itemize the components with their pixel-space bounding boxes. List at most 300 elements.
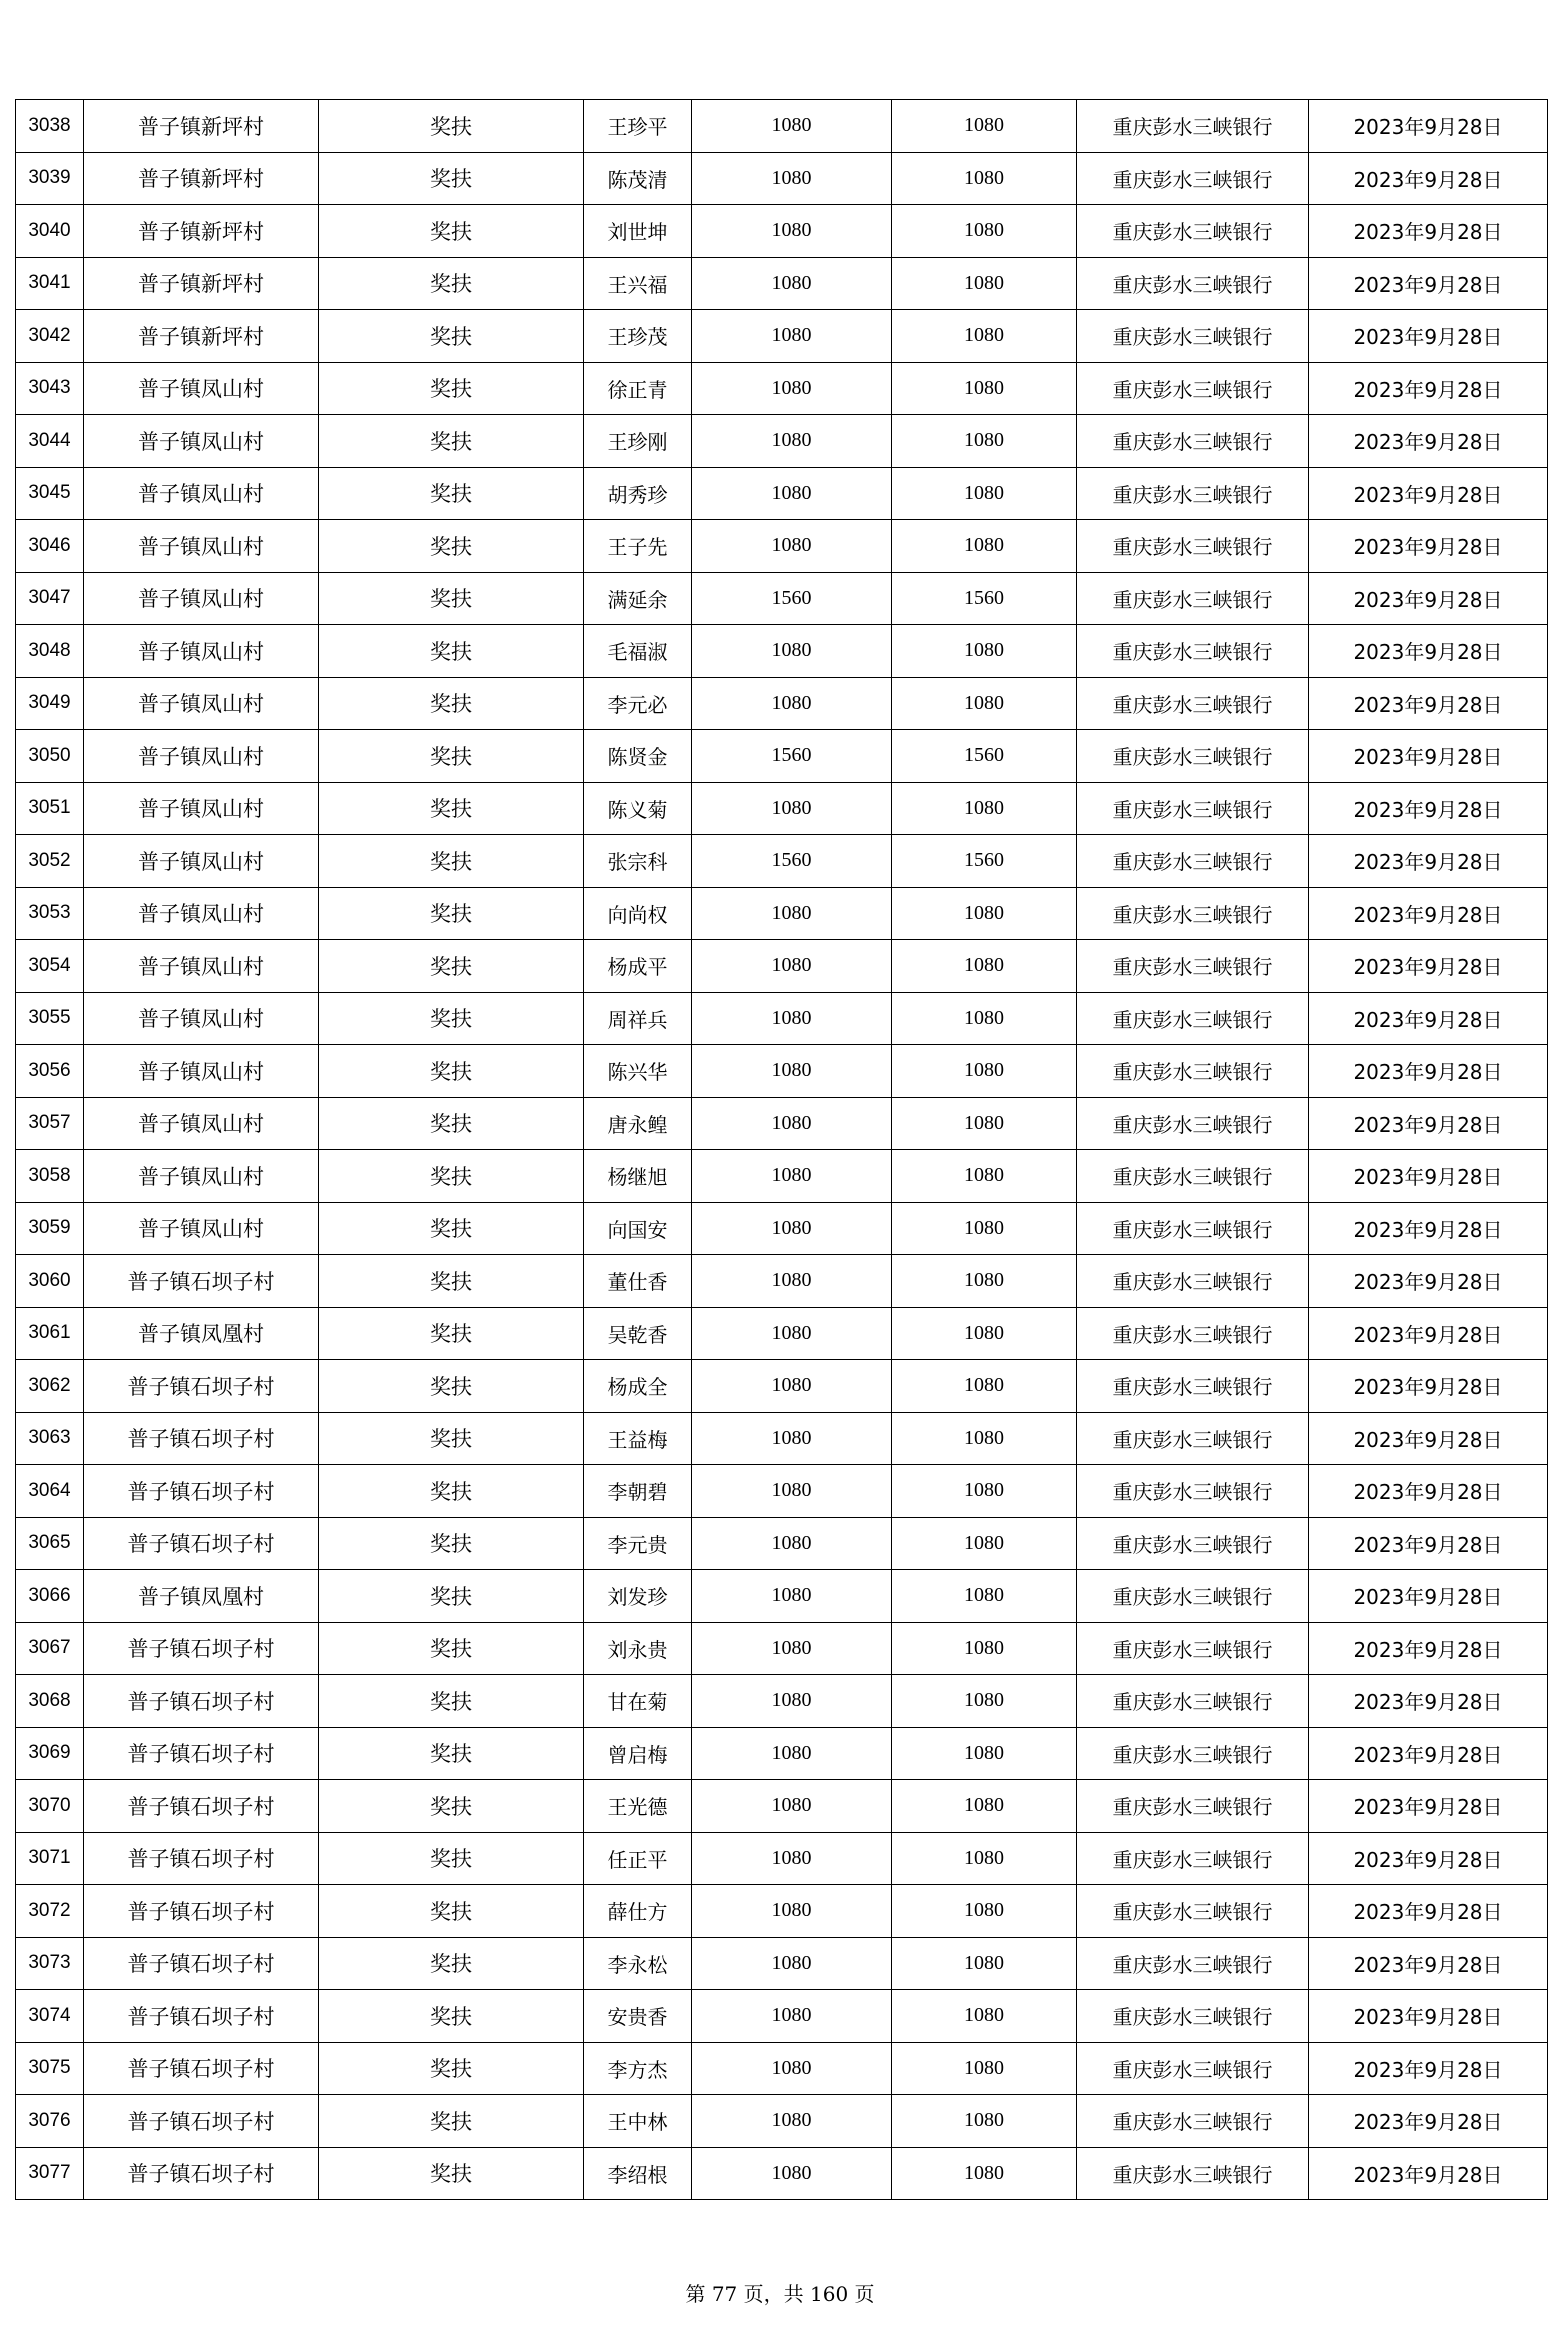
- cell-amount-paid: 1080: [892, 887, 1077, 940]
- cell-recipient-name: 吴乾香: [584, 1307, 692, 1360]
- cell-subsidy-type: 奖扶: [319, 782, 584, 835]
- cell-village: 普子镇石坝子村: [84, 1622, 319, 1675]
- cell-recipient-name: 陈贤金: [584, 730, 692, 783]
- cell-bank: 重庆彭水三峡银行: [1077, 1990, 1309, 2043]
- cell-amount-paid: 1080: [892, 677, 1077, 730]
- cell-subsidy-type: 奖扶: [319, 310, 584, 363]
- cell-village: 普子镇凤山村: [84, 520, 319, 573]
- cell-serial-number: 3043: [16, 362, 84, 415]
- cell-subsidy-type: 奖扶: [319, 1412, 584, 1465]
- cell-amount-paid: 1080: [892, 1202, 1077, 1255]
- cell-amount-due: 1080: [692, 1570, 892, 1623]
- cell-village: 普子镇凤山村: [84, 730, 319, 783]
- cell-payment-date: 2023年9月28日: [1309, 1412, 1548, 1465]
- cell-subsidy-type: 奖扶: [319, 1832, 584, 1885]
- cell-amount-due: 1560: [692, 572, 892, 625]
- cell-village: 普子镇石坝子村: [84, 2147, 319, 2200]
- cell-amount-paid: 1080: [892, 205, 1077, 258]
- cell-bank: 重庆彭水三峡银行: [1077, 1885, 1309, 1938]
- cell-village: 普子镇凤山村: [84, 362, 319, 415]
- cell-amount-due: 1080: [692, 1255, 892, 1308]
- cell-subsidy-type: 奖扶: [319, 1885, 584, 1938]
- cell-payment-date: 2023年9月28日: [1309, 467, 1548, 520]
- cell-recipient-name: 王光德: [584, 1780, 692, 1833]
- table-row: [16, 1570, 1548, 1623]
- cell-bank: 重庆彭水三峡银行: [1077, 152, 1309, 205]
- table-body: [16, 100, 1548, 2200]
- cell-subsidy-type: 奖扶: [319, 730, 584, 783]
- cell-recipient-name: 王珍茂: [584, 310, 692, 363]
- table-row: [16, 1990, 1548, 2043]
- table-row: [16, 1937, 1548, 1990]
- cell-recipient-name: 李方杰: [584, 2042, 692, 2095]
- cell-recipient-name: 陈兴华: [584, 1045, 692, 1098]
- cell-bank: 重庆彭水三峡银行: [1077, 887, 1309, 940]
- cell-bank: 重庆彭水三峡银行: [1077, 1412, 1309, 1465]
- cell-village: 普子镇凤山村: [84, 1045, 319, 1098]
- table-row: [16, 100, 1548, 153]
- table-row: [16, 1675, 1548, 1728]
- cell-recipient-name: 李元贵: [584, 1517, 692, 1570]
- cell-payment-date: 2023年9月28日: [1309, 572, 1548, 625]
- cell-subsidy-type: 奖扶: [319, 1622, 584, 1675]
- cell-payment-date: 2023年9月28日: [1309, 100, 1548, 153]
- cell-subsidy-type: 奖扶: [319, 2095, 584, 2148]
- cell-bank: 重庆彭水三峡银行: [1077, 782, 1309, 835]
- cell-serial-number: 3077: [16, 2147, 84, 2200]
- cell-bank: 重庆彭水三峡银行: [1077, 1780, 1309, 1833]
- cell-village: 普子镇石坝子村: [84, 1727, 319, 1780]
- cell-payment-date: 2023年9月28日: [1309, 887, 1548, 940]
- cell-payment-date: 2023年9月28日: [1309, 1202, 1548, 1255]
- cell-amount-due: 1080: [692, 887, 892, 940]
- cell-village: 普子镇石坝子村: [84, 1360, 319, 1413]
- cell-bank: 重庆彭水三峡银行: [1077, 835, 1309, 888]
- cell-recipient-name: 毛福淑: [584, 625, 692, 678]
- cell-village: 普子镇凤山村: [84, 940, 319, 993]
- cell-amount-paid: 1080: [892, 1675, 1077, 1728]
- cell-recipient-name: 王中林: [584, 2095, 692, 2148]
- cell-bank: 重庆彭水三峡银行: [1077, 1255, 1309, 1308]
- cell-bank: 重庆彭水三峡银行: [1077, 415, 1309, 468]
- cell-village: 普子镇石坝子村: [84, 1937, 319, 1990]
- cell-subsidy-type: 奖扶: [319, 205, 584, 258]
- cell-amount-paid: 1080: [892, 992, 1077, 1045]
- cell-amount-due: 1080: [692, 467, 892, 520]
- cell-serial-number: 3040: [16, 205, 84, 258]
- cell-serial-number: 3051: [16, 782, 84, 835]
- table-row: [16, 1727, 1548, 1780]
- cell-bank: 重庆彭水三峡银行: [1077, 1360, 1309, 1413]
- cell-payment-date: 2023年9月28日: [1309, 1255, 1548, 1308]
- cell-recipient-name: 刘发珍: [584, 1570, 692, 1623]
- cell-amount-due: 1080: [692, 1622, 892, 1675]
- cell-village: 普子镇石坝子村: [84, 1517, 319, 1570]
- cell-village: 普子镇新坪村: [84, 257, 319, 310]
- cell-amount-due: 1560: [692, 730, 892, 783]
- cell-serial-number: 3076: [16, 2095, 84, 2148]
- cell-payment-date: 2023年9月28日: [1309, 2095, 1548, 2148]
- cell-village: 普子镇石坝子村: [84, 1675, 319, 1728]
- table-row: [16, 1255, 1548, 1308]
- cell-bank: 重庆彭水三峡银行: [1077, 520, 1309, 573]
- cell-recipient-name: 杨继旭: [584, 1150, 692, 1203]
- cell-village: 普子镇凤山村: [84, 1150, 319, 1203]
- cell-payment-date: 2023年9月28日: [1309, 1045, 1548, 1098]
- cell-payment-date: 2023年9月28日: [1309, 677, 1548, 730]
- cell-payment-date: 2023年9月28日: [1309, 1570, 1548, 1623]
- cell-amount-due: 1080: [692, 1990, 892, 2043]
- cell-village: 普子镇凤山村: [84, 467, 319, 520]
- cell-subsidy-type: 奖扶: [319, 887, 584, 940]
- cell-recipient-name: 陈茂清: [584, 152, 692, 205]
- cell-payment-date: 2023年9月28日: [1309, 2147, 1548, 2200]
- cell-village: 普子镇凤山村: [84, 887, 319, 940]
- cell-amount-due: 1080: [692, 1517, 892, 1570]
- cell-serial-number: 3038: [16, 100, 84, 153]
- cell-bank: 重庆彭水三峡银行: [1077, 992, 1309, 1045]
- cell-bank: 重庆彭水三峡银行: [1077, 1727, 1309, 1780]
- cell-recipient-name: 刘永贵: [584, 1622, 692, 1675]
- cell-recipient-name: 李朝碧: [584, 1465, 692, 1518]
- cell-village: 普子镇新坪村: [84, 310, 319, 363]
- cell-amount-due: 1080: [692, 520, 892, 573]
- cell-village: 普子镇凤山村: [84, 415, 319, 468]
- cell-amount-due: 1080: [692, 152, 892, 205]
- cell-amount-due: 1080: [692, 1360, 892, 1413]
- cell-amount-paid: 1080: [892, 1360, 1077, 1413]
- cell-bank: 重庆彭水三峡银行: [1077, 1045, 1309, 1098]
- cell-amount-paid: 1080: [892, 310, 1077, 363]
- table-row: [16, 572, 1548, 625]
- cell-subsidy-type: 奖扶: [319, 415, 584, 468]
- cell-amount-due: 1080: [692, 1937, 892, 1990]
- cell-amount-due: 1080: [692, 1202, 892, 1255]
- cell-serial-number: 3041: [16, 257, 84, 310]
- cell-subsidy-type: 奖扶: [319, 1045, 584, 1098]
- cell-subsidy-type: 奖扶: [319, 1937, 584, 1990]
- cell-recipient-name: 王益梅: [584, 1412, 692, 1465]
- table-row: [16, 940, 1548, 993]
- cell-payment-date: 2023年9月28日: [1309, 2042, 1548, 2095]
- cell-amount-due: 1080: [692, 100, 892, 153]
- cell-amount-paid: 1080: [892, 1937, 1077, 1990]
- cell-bank: 重庆彭水三峡银行: [1077, 1937, 1309, 1990]
- cell-bank: 重庆彭水三峡银行: [1077, 310, 1309, 363]
- cell-bank: 重庆彭水三峡银行: [1077, 625, 1309, 678]
- table-row: [16, 310, 1548, 363]
- cell-serial-number: 3039: [16, 152, 84, 205]
- cell-amount-due: 1080: [692, 1412, 892, 1465]
- cell-recipient-name: 徐正青: [584, 362, 692, 415]
- cell-serial-number: 3066: [16, 1570, 84, 1623]
- cell-recipient-name: 杨成平: [584, 940, 692, 993]
- cell-village: 普子镇凤山村: [84, 1202, 319, 1255]
- cell-recipient-name: 王兴福: [584, 257, 692, 310]
- cell-payment-date: 2023年9月28日: [1309, 1675, 1548, 1728]
- cell-payment-date: 2023年9月28日: [1309, 152, 1548, 205]
- table-row: [16, 835, 1548, 888]
- cell-recipient-name: 陈义菊: [584, 782, 692, 835]
- cell-subsidy-type: 奖扶: [319, 520, 584, 573]
- cell-amount-paid: 1080: [892, 2095, 1077, 2148]
- cell-village: 普子镇石坝子村: [84, 1412, 319, 1465]
- cell-bank: 重庆彭水三峡银行: [1077, 2042, 1309, 2095]
- cell-amount-due: 1080: [692, 625, 892, 678]
- cell-serial-number: 3047: [16, 572, 84, 625]
- cell-recipient-name: 李永松: [584, 1937, 692, 1990]
- cell-subsidy-type: 奖扶: [319, 1307, 584, 1360]
- table-row: [16, 1150, 1548, 1203]
- cell-amount-paid: 1080: [892, 1517, 1077, 1570]
- cell-payment-date: 2023年9月28日: [1309, 992, 1548, 1045]
- cell-amount-due: 1080: [692, 205, 892, 258]
- cell-subsidy-type: 奖扶: [319, 677, 584, 730]
- cell-payment-date: 2023年9月28日: [1309, 310, 1548, 363]
- table-row: [16, 1360, 1548, 1413]
- cell-serial-number: 3045: [16, 467, 84, 520]
- cell-recipient-name: 安贵香: [584, 1990, 692, 2043]
- table-row: [16, 1517, 1548, 1570]
- cell-payment-date: 2023年9月28日: [1309, 782, 1548, 835]
- cell-amount-paid: 1080: [892, 1990, 1077, 2043]
- table-row: [16, 152, 1548, 205]
- payment-table: [15, 99, 1548, 2200]
- cell-payment-date: 2023年9月28日: [1309, 835, 1548, 888]
- cell-amount-paid: 1080: [892, 2042, 1077, 2095]
- cell-amount-due: 1080: [692, 415, 892, 468]
- cell-subsidy-type: 奖扶: [319, 625, 584, 678]
- cell-serial-number: 3059: [16, 1202, 84, 1255]
- cell-subsidy-type: 奖扶: [319, 257, 584, 310]
- cell-amount-due: 1080: [692, 2147, 892, 2200]
- cell-recipient-name: 曾启梅: [584, 1727, 692, 1780]
- cell-subsidy-type: 奖扶: [319, 2147, 584, 2200]
- cell-amount-paid: 1080: [892, 520, 1077, 573]
- table-row: [16, 887, 1548, 940]
- cell-payment-date: 2023年9月28日: [1309, 1307, 1548, 1360]
- cell-amount-paid: 1080: [892, 1832, 1077, 1885]
- table-row: [16, 677, 1548, 730]
- cell-subsidy-type: 奖扶: [319, 362, 584, 415]
- cell-village: 普子镇新坪村: [84, 152, 319, 205]
- cell-recipient-name: 胡秀珍: [584, 467, 692, 520]
- cell-amount-paid: 1080: [892, 940, 1077, 993]
- cell-subsidy-type: 奖扶: [319, 1097, 584, 1150]
- cell-subsidy-type: 奖扶: [319, 940, 584, 993]
- cell-payment-date: 2023年9月28日: [1309, 1517, 1548, 1570]
- cell-bank: 重庆彭水三峡银行: [1077, 257, 1309, 310]
- table-row: [16, 625, 1548, 678]
- cell-recipient-name: 周祥兵: [584, 992, 692, 1045]
- cell-village: 普子镇凤凰村: [84, 1570, 319, 1623]
- cell-serial-number: 3069: [16, 1727, 84, 1780]
- cell-recipient-name: 李元必: [584, 677, 692, 730]
- cell-payment-date: 2023年9月28日: [1309, 362, 1548, 415]
- cell-amount-due: 1080: [692, 1832, 892, 1885]
- cell-recipient-name: 任正平: [584, 1832, 692, 1885]
- cell-amount-paid: 1080: [892, 1045, 1077, 1098]
- cell-subsidy-type: 奖扶: [319, 1202, 584, 1255]
- cell-bank: 重庆彭水三峡银行: [1077, 1307, 1309, 1360]
- cell-village: 普子镇凤山村: [84, 992, 319, 1045]
- cell-bank: 重庆彭水三峡银行: [1077, 1097, 1309, 1150]
- cell-serial-number: 3062: [16, 1360, 84, 1413]
- cell-amount-paid: 1080: [892, 1885, 1077, 1938]
- cell-serial-number: 3055: [16, 992, 84, 1045]
- cell-payment-date: 2023年9月28日: [1309, 730, 1548, 783]
- cell-bank: 重庆彭水三峡银行: [1077, 1202, 1309, 1255]
- table-row: [16, 2042, 1548, 2095]
- cell-serial-number: 3054: [16, 940, 84, 993]
- cell-serial-number: 3048: [16, 625, 84, 678]
- cell-amount-paid: 1080: [892, 1465, 1077, 1518]
- cell-village: 普子镇石坝子村: [84, 1885, 319, 1938]
- cell-village: 普子镇石坝子村: [84, 2095, 319, 2148]
- cell-amount-paid: 1560: [892, 835, 1077, 888]
- cell-serial-number: 3068: [16, 1675, 84, 1728]
- cell-bank: 重庆彭水三峡银行: [1077, 1570, 1309, 1623]
- cell-subsidy-type: 奖扶: [319, 1465, 584, 1518]
- cell-amount-paid: 1560: [892, 572, 1077, 625]
- cell-amount-paid: 1080: [892, 782, 1077, 835]
- cell-subsidy-type: 奖扶: [319, 467, 584, 520]
- table-row: [16, 1097, 1548, 1150]
- cell-village: 普子镇凤凰村: [84, 1307, 319, 1360]
- cell-recipient-name: 唐永鳇: [584, 1097, 692, 1150]
- cell-village: 普子镇石坝子村: [84, 1832, 319, 1885]
- table-row: [16, 520, 1548, 573]
- cell-bank: 重庆彭水三峡银行: [1077, 572, 1309, 625]
- page-footer: 第 77 页，共 160 页: [685, 2282, 875, 2306]
- table-row: [16, 1885, 1548, 1938]
- cell-payment-date: 2023年9月28日: [1309, 257, 1548, 310]
- table-row: [16, 1045, 1548, 1098]
- cell-amount-paid: 1080: [892, 1150, 1077, 1203]
- cell-recipient-name: 王珍刚: [584, 415, 692, 468]
- cell-recipient-name: 向尚权: [584, 887, 692, 940]
- table-row: [16, 1412, 1548, 1465]
- cell-serial-number: 3075: [16, 2042, 84, 2095]
- table-row: [16, 2147, 1548, 2200]
- cell-recipient-name: 李绍根: [584, 2147, 692, 2200]
- cell-amount-paid: 1080: [892, 1412, 1077, 1465]
- cell-amount-due: 1080: [692, 1675, 892, 1728]
- cell-amount-due: 1080: [692, 1097, 892, 1150]
- cell-amount-due: 1080: [692, 2095, 892, 2148]
- cell-subsidy-type: 奖扶: [319, 2042, 584, 2095]
- table-row: [16, 1780, 1548, 1833]
- cell-amount-due: 1080: [692, 677, 892, 730]
- cell-amount-paid: 1560: [892, 730, 1077, 783]
- cell-payment-date: 2023年9月28日: [1309, 1360, 1548, 1413]
- cell-serial-number: 3061: [16, 1307, 84, 1360]
- cell-serial-number: 3044: [16, 415, 84, 468]
- cell-amount-paid: 1080: [892, 1255, 1077, 1308]
- cell-recipient-name: 向国安: [584, 1202, 692, 1255]
- cell-payment-date: 2023年9月28日: [1309, 1097, 1548, 1150]
- cell-bank: 重庆彭水三峡银行: [1077, 467, 1309, 520]
- cell-amount-paid: 1080: [892, 467, 1077, 520]
- cell-serial-number: 3046: [16, 520, 84, 573]
- cell-subsidy-type: 奖扶: [319, 1150, 584, 1203]
- cell-amount-due: 1080: [692, 1150, 892, 1203]
- cell-village: 普子镇石坝子村: [84, 1780, 319, 1833]
- table-row: [16, 2095, 1548, 2148]
- cell-bank: 重庆彭水三峡银行: [1077, 2095, 1309, 2148]
- cell-serial-number: 3042: [16, 310, 84, 363]
- cell-amount-due: 1080: [692, 782, 892, 835]
- table-row: [16, 782, 1548, 835]
- cell-recipient-name: 张宗科: [584, 835, 692, 888]
- cell-payment-date: 2023年9月28日: [1309, 520, 1548, 573]
- cell-bank: 重庆彭水三峡银行: [1077, 677, 1309, 730]
- table-row: [16, 415, 1548, 468]
- cell-amount-due: 1080: [692, 1045, 892, 1098]
- cell-recipient-name: 董仕香: [584, 1255, 692, 1308]
- table-row: [16, 1832, 1548, 1885]
- table-row: [16, 1307, 1548, 1360]
- cell-village: 普子镇新坪村: [84, 205, 319, 258]
- cell-village: 普子镇凤山村: [84, 835, 319, 888]
- cell-amount-due: 1080: [692, 1780, 892, 1833]
- table-row: [16, 1465, 1548, 1518]
- cell-subsidy-type: 奖扶: [319, 1990, 584, 2043]
- cell-amount-due: 1080: [692, 940, 892, 993]
- cell-subsidy-type: 奖扶: [319, 100, 584, 153]
- cell-village: 普子镇石坝子村: [84, 2042, 319, 2095]
- cell-payment-date: 2023年9月28日: [1309, 1885, 1548, 1938]
- cell-payment-date: 2023年9月28日: [1309, 1780, 1548, 1833]
- cell-bank: 重庆彭水三峡银行: [1077, 1150, 1309, 1203]
- cell-payment-date: 2023年9月28日: [1309, 1990, 1548, 2043]
- cell-subsidy-type: 奖扶: [319, 1517, 584, 1570]
- cell-payment-date: 2023年9月28日: [1309, 1622, 1548, 1675]
- cell-amount-due: 1080: [692, 2042, 892, 2095]
- cell-village: 普子镇凤山村: [84, 572, 319, 625]
- cell-recipient-name: 王珍平: [584, 100, 692, 153]
- cell-payment-date: 2023年9月28日: [1309, 1465, 1548, 1518]
- table-row: [16, 1202, 1548, 1255]
- cell-bank: 重庆彭水三峡银行: [1077, 205, 1309, 258]
- cell-recipient-name: 刘世坤: [584, 205, 692, 258]
- cell-amount-paid: 1080: [892, 1622, 1077, 1675]
- cell-amount-paid: 1080: [892, 100, 1077, 153]
- cell-serial-number: 3060: [16, 1255, 84, 1308]
- cell-amount-paid: 1080: [892, 1307, 1077, 1360]
- cell-amount-due: 1080: [692, 1465, 892, 1518]
- cell-village: 普子镇凤山村: [84, 625, 319, 678]
- cell-serial-number: 3052: [16, 835, 84, 888]
- cell-payment-date: 2023年9月28日: [1309, 1832, 1548, 1885]
- cell-amount-paid: 1080: [892, 415, 1077, 468]
- cell-village: 普子镇新坪村: [84, 100, 319, 153]
- cell-bank: 重庆彭水三峡银行: [1077, 1675, 1309, 1728]
- cell-village: 普子镇凤山村: [84, 677, 319, 730]
- cell-subsidy-type: 奖扶: [319, 1360, 584, 1413]
- cell-amount-due: 1560: [692, 835, 892, 888]
- cell-payment-date: 2023年9月28日: [1309, 1150, 1548, 1203]
- cell-subsidy-type: 奖扶: [319, 1727, 584, 1780]
- cell-village: 普子镇石坝子村: [84, 1465, 319, 1518]
- cell-village: 普子镇凤山村: [84, 782, 319, 835]
- cell-subsidy-type: 奖扶: [319, 572, 584, 625]
- cell-bank: 重庆彭水三峡银行: [1077, 1832, 1309, 1885]
- cell-serial-number: 3067: [16, 1622, 84, 1675]
- cell-amount-paid: 1080: [892, 152, 1077, 205]
- cell-village: 普子镇石坝子村: [84, 1255, 319, 1308]
- cell-subsidy-type: 奖扶: [319, 1255, 584, 1308]
